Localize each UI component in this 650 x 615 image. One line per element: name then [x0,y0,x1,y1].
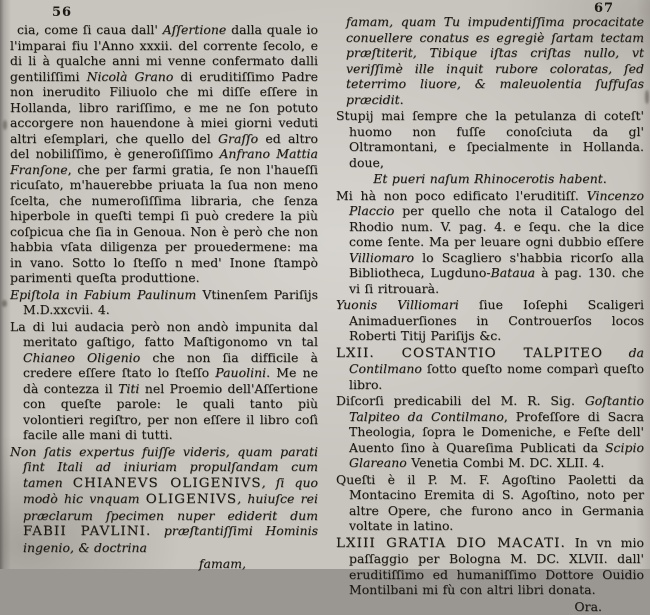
paragraph-latin-quote [10,444,318,556]
text-segment: Graſſo [218,130,259,146]
text-segment: Aſſertione [162,22,227,37]
paragraph-lxiii-macati [336,535,644,598]
paragraph-placcio [336,188,644,297]
text-segment: CHIANEVS OLIGENIVS [72,475,262,491]
text-segment: Contilmano [349,361,422,376]
text-segment: præſtantiſſimi Hominis ingenio, & doctrina [23,523,318,555]
text-segment: Mi hà non poco edificato l'eruditiſſ. [336,187,587,203]
catchword-left: famam, [198,556,246,571]
paragraph-latin-verse [336,171,644,187]
catchword-right: Ora. [574,598,602,614]
text-segment: Diſcorſi predicabili del M. R. Sig. [336,393,585,408]
text-segment: LXII. COSTANTIO TALPITEO [336,345,604,361]
text-segment: OLIGENIVS [145,492,238,507]
text-segment: Titi [118,380,140,396]
paragraph-continuation [10,22,318,286]
text-segment: LXIII GRATIA DIO MACATI. [336,535,566,551]
text-segment: Pauolini [215,365,267,380]
text-segment: FABII PAVLINI. [23,524,152,539]
text-segment: famam, quam Tu impudentiſſima procacitate conuellere conatus es egregiè ſartam tectam præſtiterit, Tibique iſtas criſtas nullo, vt veriſſimè ille inquit rubore coloratas, ſed teterrimo liuore, & maleuolentia ſuffuſas præcidit. [346,14,644,107]
text-segment: Goſtantio Talpiteo da Contilmano [349,393,644,424]
ink-speck [645,90,649,104]
text-segment: nel Proemio dell'Aſſertione con queſte parole: le quali tanto più volontieri regiſtro, per non eſſere il libro coſì facile alle mani di tutti. [23,380,318,442]
text-segment: ed altro del nobiliſſimo, è generoſiſſimo [10,130,318,161]
text-segment: Et pueri naſum Rhinocerotis habent. [373,171,607,186]
text-segment: ſiue Ioſephi Scaligeri Animaduerſiones in Controuerſos locos Roberti Titij Pariſijs &c. [349,297,644,343]
text-segment: La di lui audacia però non andò impunita dal meritato gaſtigo, fatto Maſtigonomo vn tal [10,318,318,349]
page-number-right: 67 [594,1,615,16]
text-segment: cia, come ſi caua dall' [17,22,163,37]
paragraph-epistola-entry [10,287,318,318]
text-segment: Bataua [490,265,536,280]
text-segment: ſotto queſto nome comparì queſto libro. [349,361,644,392]
text-segment: à pag. 130. che vi ſi ritrouarà. [349,265,644,296]
ink-speck [3,120,7,130]
left-column [10,22,318,573]
paragraph-lxii-talpiteo [336,345,644,393]
text-segment: Stupij mai ſempre che la petulanza di coteſt' huomo non fuſſe conoſciuta da gl' Oltramontani, e ſpecialmente in Hollanda. doue, [336,108,644,170]
text-segment: Nicolà Grano [86,68,174,84]
text-segment: per quello che nota il Catalogo del Rhodio num. V. pag. 4. e ſequ. che la dice come ſente. Ma per leuare ogni dubbio eſſere [349,203,644,249]
text-segment: , Profeſſore di Sacra Theologia, ſopra le Domeniche, e Feſte dell' Auento ſino à Quareſima Publicati da [349,408,644,455]
text-segment: da [603,344,644,360]
text-segment: Scipio Glareano [349,439,644,470]
paragraph-discorsi-entry [336,393,644,471]
text-segment: Venetia Combi M. DC. XLII. 4. [406,455,605,470]
text-segment: di eruditiſſimo Padre non inerudito Filiuolo che mi diſſe eſſere in Hollanda, libro rariſſimo, e me ne ſon potuto accorgere non hauendone à miei giorni veduti altri eſemplari, che quello del [10,68,318,146]
paragraph-villiomari-entry [336,297,644,344]
text-segment: , huiuſce rei præclarum ſpecimen nuper ediderit dum [23,491,318,523]
text-segment: Yuonis Villiomari [336,297,459,312]
text-segment: Vtinenſem Pariſijs M.D.xxcvii. 4. [23,286,318,317]
text-segment: Vincenzo Placcio [349,187,644,218]
ink-speck [2,300,7,307]
text-segment: In vn mio paſſaggio per Bologna M. DC. XLVII. dall' eruditiſſimo ed humaniſſimo Dottore Ouidio Montilbani mi fù con altri libri donata. [349,534,644,597]
paragraph-latin-continuation [336,14,644,107]
text-segment: Queſti è il P. M. F. Agoſtino Paoletti da Montacino Eremita di S. Agoſtino, noto per altre Opere, che furono anco in Germania voltate in latino. [336,471,644,533]
right-column [336,14,644,615]
text-segment: Chianeo Oligenio [23,349,141,365]
text-segment: . Me ne dà contezza il [23,365,318,396]
text-segment: lo Scagliero s'habbia ricorſo alla Bibliotheca, Lugduno- [349,249,644,280]
text-segment: Non ſatis expertus fuiſſe videris, quam parati ſint Itali ad iniuriam propulſandam cum tamen [10,443,318,490]
text-segment: Epiſtola in Fabium Paulinum [10,286,197,302]
text-segment: Villiomaro [349,249,415,265]
text-segment: che non ſia difficile à credere eſſere ſtato lo ſteſſo [23,349,318,380]
paragraph-paoletti [336,472,644,534]
text-segment: , ſi quo modò hic vnquam [23,474,319,506]
text-segment: dalla quale io l'imparai fiu l'Anno xxxii. del corrente ſecolo, e di li à qualche anni mi venne confermato dalli gentiliſſimi [10,22,319,84]
page-number-left: 56 [52,5,73,20]
text-segment: Anfrano Mattia Franſone [10,146,318,177]
paragraph-stupij [336,108,644,170]
text-segment: , che per farmi gratia, ſe non l'haueſſi ricuſato, m'hauerebbe priuata la ſua non meno ſcelta, che numeroſiſſima libraria, che ſenza hiperbole in queſti tempi ſi può credere la più coſpicua che ſia in Genoua. Non è però che non habbia vſata diligenza per prouedermene: ma in vano. Sotto lo ſteſſo n med' Inone ſtampò parimenti queſta produttione. [10,161,318,285]
paragraph-audacia [10,319,318,443]
